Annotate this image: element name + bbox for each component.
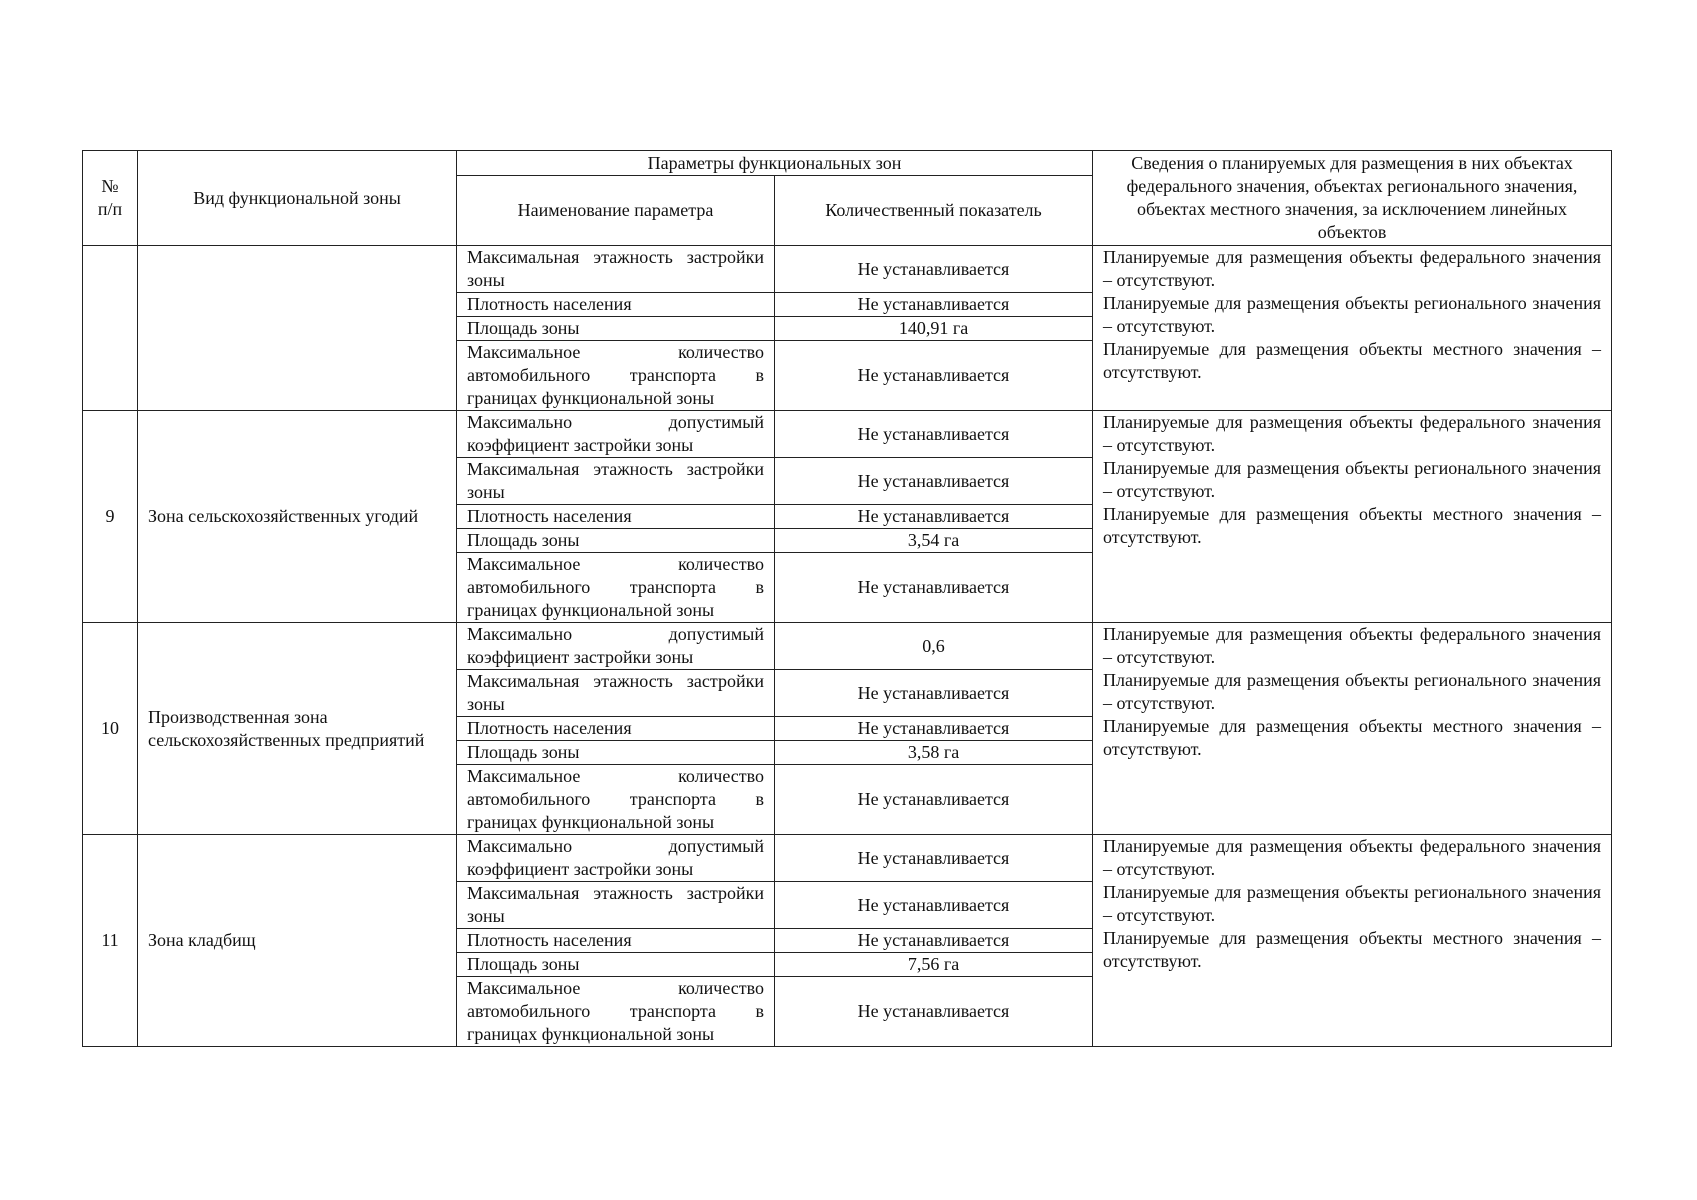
params-group-header: Параметры функциональных зон	[457, 151, 1093, 176]
param-value: Не устанавливается	[775, 293, 1093, 317]
planned-objects-info	[1093, 246, 1612, 411]
zone-type: Производственная зона сельскохозяйственных предприятий	[138, 623, 457, 835]
param-name: Максимально допустимый коэффициент застройки зоны	[457, 835, 775, 882]
param-name: Плотность населения	[457, 293, 775, 317]
quantity-header: Количественный показатель	[775, 176, 1093, 246]
param-name: Максимальная этажность застройки зоны	[457, 882, 775, 929]
param-value: 3,54 га	[775, 529, 1093, 553]
zone-type: Зона кладбищ	[138, 835, 457, 1047]
planned-objects-info	[1093, 623, 1612, 835]
row-number	[83, 246, 138, 411]
param-value: 3,58 га	[775, 741, 1093, 765]
row-number: 9	[83, 411, 138, 623]
param-value: Не устанавливается	[775, 341, 1093, 411]
param-value: Не устанавливается	[775, 458, 1093, 505]
zone-type-header: Вид функциональной зоны	[138, 151, 457, 246]
planned-objects-info	[1093, 835, 1612, 1047]
info-line: Планируемые для размещения объекты федерального значения – отсутствуют.	[1103, 247, 1602, 290]
info-line: Планируемые для размещения объекты регионального значения – отсутствуют.	[1103, 670, 1602, 713]
info-line: Планируемые для размещения объекты регионального значения – отсутствуют.	[1103, 293, 1602, 336]
param-name: Площадь зоны	[457, 529, 775, 553]
table-row	[83, 835, 1612, 882]
param-value: 7,56 га	[775, 953, 1093, 977]
param-value: Не устанавливается	[775, 835, 1093, 882]
param-value: Не устанавливается	[775, 977, 1093, 1047]
param-value: Не устанавливается	[775, 670, 1093, 717]
info-line: Планируемые для размещения объекты федерального значения – отсутствуют.	[1103, 836, 1602, 879]
param-name: Максимальная этажность застройки зоны	[457, 246, 775, 293]
param-value: Не устанавливается	[775, 553, 1093, 623]
row-number: 11	[83, 835, 138, 1047]
table-row	[83, 623, 1612, 670]
info-line: Планируемые для размещения объекты регионального значения – отсутствуют.	[1103, 458, 1602, 501]
param-value: Не устанавливается	[775, 411, 1093, 458]
info-line: Планируемые для размещения объекты местного значения – отсутствуют.	[1103, 928, 1602, 971]
info-line: Планируемые для размещения объекты местного значения – отсутствуют.	[1103, 504, 1602, 547]
param-name: Площадь зоны	[457, 953, 775, 977]
param-name-header: Наименование параметра	[457, 176, 775, 246]
zone-type: Зона сельскохозяйственных угодий	[138, 411, 457, 623]
param-name: Максимально допустимый коэффициент застройки зоны	[457, 411, 775, 458]
param-value: Не устанавливается	[775, 505, 1093, 529]
param-name: Максимальное количество автомобильного транспорта в границах функциональной зоны	[457, 341, 775, 411]
param-name: Максимальная этажность застройки зоны	[457, 458, 775, 505]
table-body	[83, 246, 1612, 1047]
param-name: Максимальное количество автомобильного транспорта в границах функциональной зоны	[457, 553, 775, 623]
zone-type	[138, 246, 457, 411]
num-header: № п/п	[83, 151, 138, 246]
param-name: Максимальное количество автомобильного транспорта в границах функциональной зоны	[457, 765, 775, 835]
param-value: 140,91 га	[775, 317, 1093, 341]
param-value: Не устанавливается	[775, 717, 1093, 741]
table-row	[83, 411, 1612, 458]
param-value: Не устанавливается	[775, 929, 1093, 953]
info-line: Планируемые для размещения объекты местного значения – отсутствуют.	[1103, 339, 1602, 382]
param-name: Максимальная этажность застройки зоны	[457, 670, 775, 717]
param-name: Плотность населения	[457, 929, 775, 953]
param-name: Плотность населения	[457, 717, 775, 741]
info-line: Планируемые для размещения объекты регионального значения – отсутствуют.	[1103, 882, 1602, 925]
param-value: Не устанавливается	[775, 765, 1093, 835]
param-name: Площадь зоны	[457, 317, 775, 341]
param-name: Плотность населения	[457, 505, 775, 529]
table-row	[83, 246, 1612, 293]
info-line: Планируемые для размещения объекты федерального значения – отсутствуют.	[1103, 412, 1602, 455]
info-line: Планируемые для размещения объекты федерального значения – отсутствуют.	[1103, 624, 1602, 667]
planned-objects-info	[1093, 411, 1612, 623]
row-number: 10	[83, 623, 138, 835]
param-name: Максимально допустимый коэффициент застройки зоны	[457, 623, 775, 670]
info-line: Планируемые для размещения объекты местного значения – отсутствуют.	[1103, 716, 1602, 759]
param-value: 0,6	[775, 623, 1093, 670]
info-header: Сведения о планируемых для размещения в них объектах федерального значения, объектах регионального значения, объектах местного значения, за исключением линейных объектов	[1093, 151, 1612, 246]
param-name: Максимальное количество автомобильного транспорта в границах функциональной зоны	[457, 977, 775, 1047]
param-name: Площадь зоны	[457, 741, 775, 765]
param-value: Не устанавливается	[775, 882, 1093, 929]
param-value: Не устанавливается	[775, 246, 1093, 293]
zones-table	[82, 150, 1612, 1047]
